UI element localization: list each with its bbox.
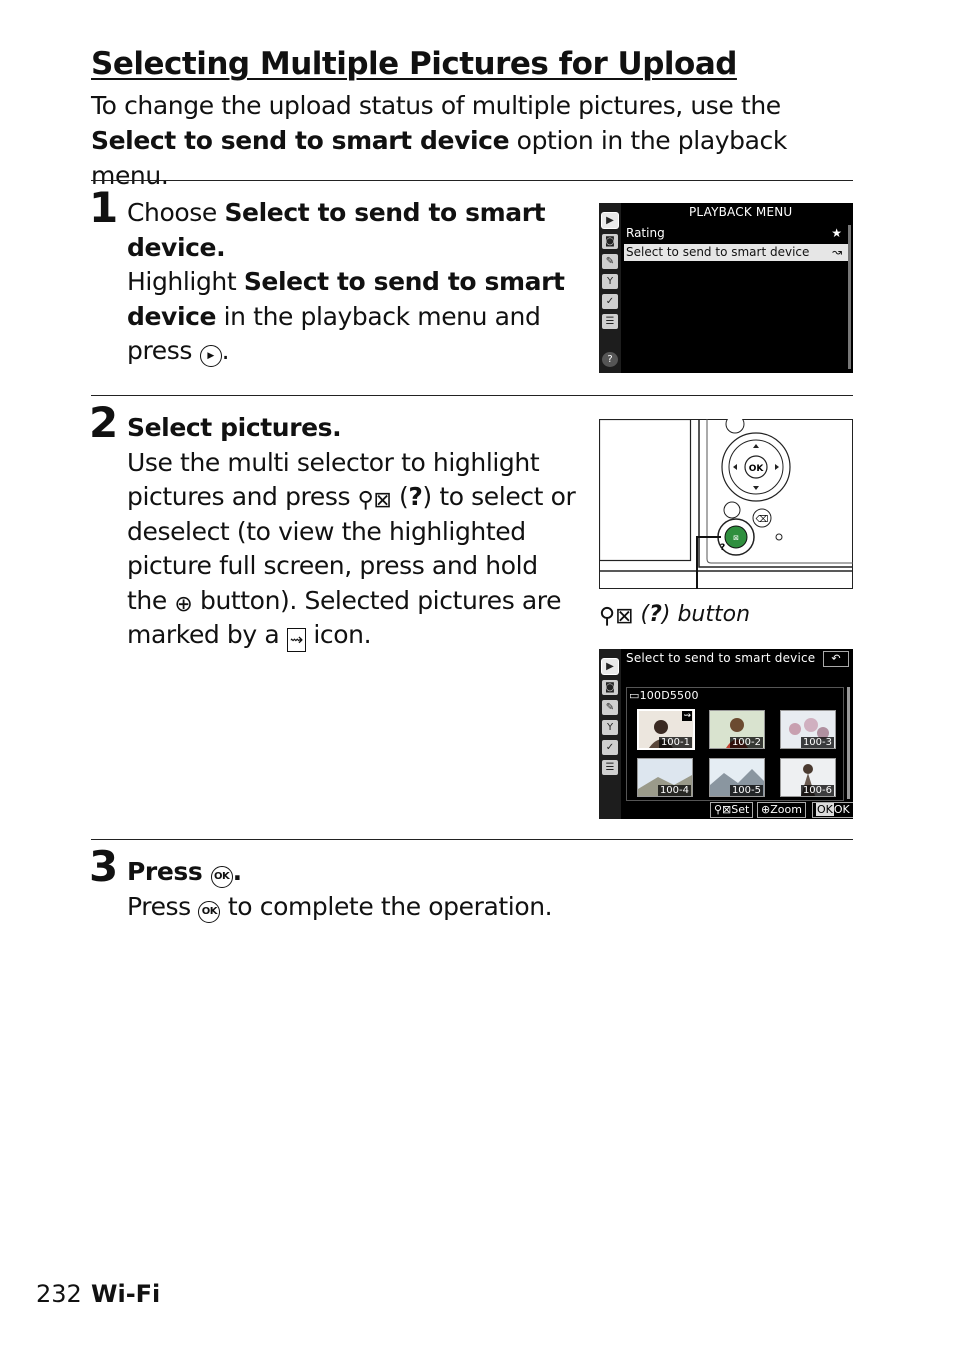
step-body: Use the multi selector to highlight pictures and press ⚲⊠ (?) to select or deselect (to view the highlighted picture full screen, press and hold the ⊕ button). Selected pictures are marked by a ⇝ icon. — [127, 446, 582, 653]
recent-tab-icon: ☰ — [602, 314, 618, 329]
page-title: Selecting Multiple Pictures for Upload — [91, 46, 737, 82]
step-1-text — [127, 196, 567, 369]
pencil-tab-icon: ✎ — [602, 700, 618, 715]
intro-paragraph: To change the upload status of multiple pictures, use the Select to send to smart device option in the playback menu. — [91, 91, 787, 190]
svg-text:⌫: ⌫ — [755, 515, 769, 525]
thumbnail: 100-2 — [709, 710, 765, 749]
folder-name: ▭100D5500 — [629, 689, 699, 702]
help-symbol: ? — [408, 482, 423, 511]
svg-text:?: ? — [720, 543, 726, 553]
step-heading: Press OK . — [127, 857, 242, 886]
back-icon: ↶ — [823, 651, 849, 667]
step-body: Press OK to complete the operation. — [127, 891, 553, 921]
menu-title: PLAYBACK MENU — [689, 205, 793, 219]
step-number: 1 — [89, 183, 118, 232]
help-icon: ? — [602, 352, 618, 367]
menu-item-select-to-send: Select to send to smart device ↝ — [624, 244, 848, 261]
camera-back-illustration — [599, 419, 853, 589]
wrench-tab-icon: Y — [602, 274, 618, 289]
step-heading: Choose Select to send to smart device. — [127, 198, 546, 262]
zoom-in-icon: ⊕ — [174, 591, 193, 617]
step-body: Highlight Select to send to smart device in the playback menu and press ▶ . — [127, 267, 565, 365]
screen-title: Select to send to smart device — [626, 651, 816, 665]
thumbnail: 100-4 — [637, 758, 693, 797]
menu-tabs — [599, 649, 621, 819]
step-heading: Select pictures. — [127, 413, 342, 442]
playback-tab-icon: ▶ — [602, 659, 618, 674]
thumbnail-zoom-out-icon: ⚲⊠ — [599, 604, 634, 629]
menu-tabs — [599, 203, 621, 373]
recent-tab-icon: ☰ — [602, 760, 618, 775]
zoom-in-icon: ⊕ — [761, 803, 771, 816]
divider — [91, 395, 853, 396]
retouch-tab-icon: ✓ — [602, 294, 618, 309]
thumbnail: 100-3 — [780, 710, 836, 749]
thumbnail: ⇝ 100-1 — [637, 709, 695, 750]
ok-icon: OK — [817, 803, 833, 816]
set-button-hint: ⚲⊠Set — [710, 802, 753, 818]
camera-tab-icon: ◙ — [602, 680, 618, 695]
svg-text:⊠: ⊠ — [733, 534, 739, 542]
divider — [91, 180, 853, 181]
button-caption: ⚲⊠ (?) button — [599, 602, 751, 629]
scrollbar — [847, 687, 850, 799]
pencil-tab-icon: ✎ — [602, 254, 618, 269]
menu-item-rating: Rating ★ — [626, 226, 842, 240]
svg-text:OK: OK — [748, 464, 764, 474]
thumbnail-zoom-out-icon: ⚲⊠ — [714, 803, 732, 816]
thumbnail-zoom-out-icon: ⚲⊠ — [357, 488, 392, 513]
page-number: 232 — [36, 1280, 82, 1308]
zoom-button-hint: ⊕Zoom — [757, 802, 806, 818]
camera-diagram — [599, 419, 853, 589]
ok-button-icon: OK — [198, 901, 220, 923]
step-number: 3 — [89, 842, 118, 891]
camera-tab-icon: ◙ — [602, 234, 618, 249]
intro-option-name: Select to send to smart device — [91, 126, 510, 155]
step-2-text — [127, 411, 582, 653]
ok-button-icon: OK — [211, 866, 233, 888]
thumbnail: 100-6 — [780, 758, 836, 797]
divider — [91, 839, 853, 840]
section-name: Wi-Fi — [91, 1280, 161, 1308]
send-icon: ↝ — [831, 245, 842, 259]
send-icon: ⇝ — [287, 628, 306, 652]
scrollbar — [848, 225, 851, 369]
retouch-tab-icon: ✓ — [602, 740, 618, 755]
send-icon: ⇝ — [683, 711, 691, 721]
step-3-text — [127, 855, 827, 924]
playback-tab-icon: ▶ — [602, 213, 618, 228]
ok-button-hint: OKOK — [812, 802, 853, 818]
select-pictures-screen — [599, 649, 853, 819]
thumbnail: 100-5 — [709, 758, 765, 797]
playback-menu-screen — [599, 203, 853, 373]
multi-selector-right-icon: ▶ — [200, 345, 222, 367]
star-icon: ★ — [831, 226, 842, 240]
step-number: 2 — [89, 398, 118, 447]
wrench-tab-icon: Y — [602, 720, 618, 735]
